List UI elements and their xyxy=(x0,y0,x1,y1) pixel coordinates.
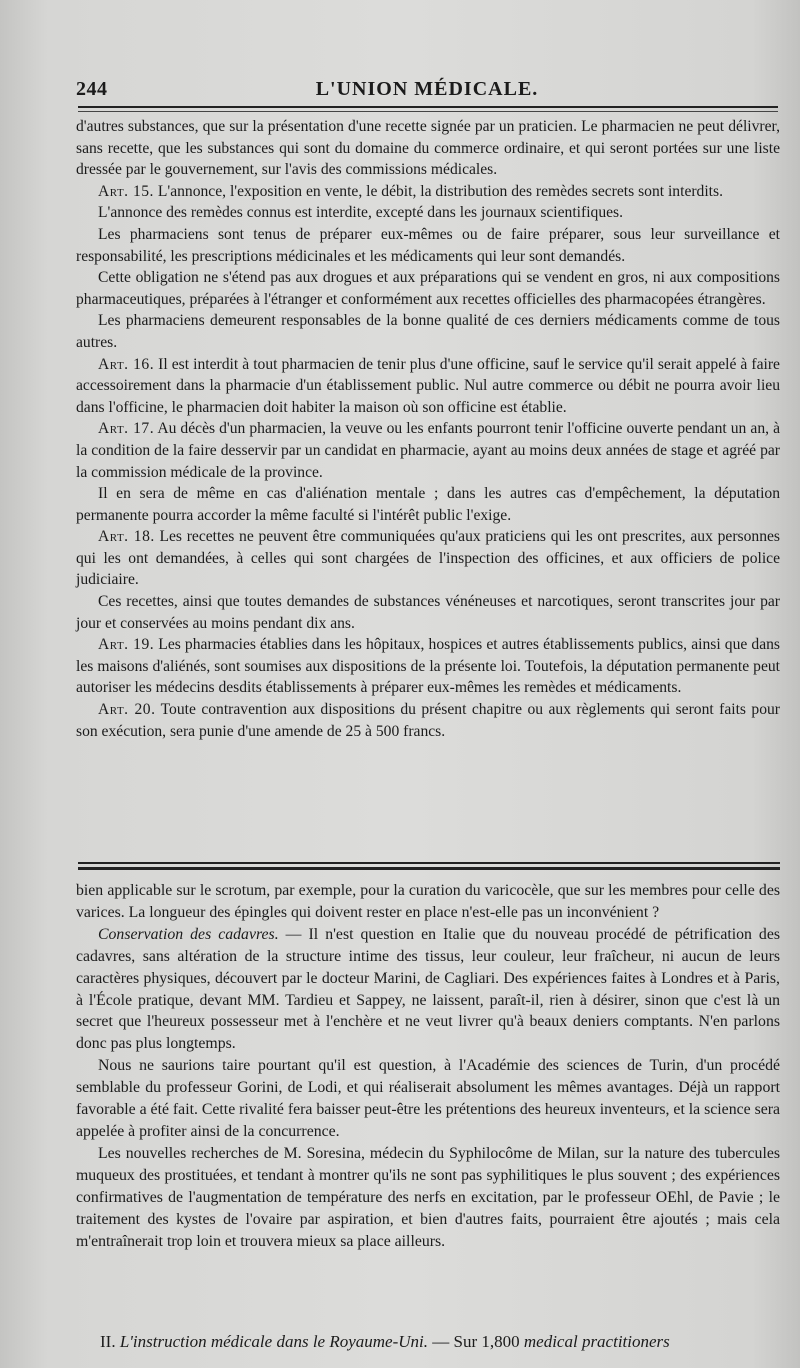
paragraph: d'autres substances, que sur la présentation d'une recette signée par un praticien. Le pharmacien ne peut délivrer, sans recette, que les substances qui sont du domaine du commerce ordinaire, et qui seront portées sur une liste dressée par le gouvernement, sur l'avis des commissions médicales. xyxy=(76,118,780,179)
paragraph: Les nouvelles recherches de M. Soresina, médecin du Syphilocôme de Milan, sur la nature des tubercules muqueux des prostituées, et tendant à montrer qu'ils ne sont pas syphilitiques le plus souvent ; des expériences confirmatives de l'augmentation de température des nerfs en excitation, par le professeur OEhl, de Pavie ; le traitement des kystes de l'ovaire par aspiration, et bien d'autres faits, pourraient être ajoutés ; mais cela m'entraînerait trop loin et trouvera mieux sa place ailleurs. xyxy=(76,1144,780,1250)
section-lead: Conservation des cadavres. xyxy=(98,925,279,943)
page-header xyxy=(76,74,778,104)
article-label: Art. 16. xyxy=(98,355,155,373)
article-paragraph: Art. 19. Les pharmacies établies dans les hôpitaux, hospices et autres établissements publics, ainsi que dans les maisons d'aliénés, sont soumises aux dispositions de la présente loi. Toutefois, la députation permanente peut autoriser les médecins desdits établissements à préparer eux-mêmes les remèdes et médicaments. xyxy=(76,636,780,697)
section-text-tail: medical practitioners xyxy=(523,1332,670,1351)
article-label: Art. 20. xyxy=(98,701,156,719)
section-separator-thick xyxy=(78,867,780,870)
section-separator xyxy=(78,862,780,864)
paragraph: Cette obligation ne s'étend pas aux drogues et aux préparations qui se vendent en gros, ni aux compositions pharmaceutiques, préparées à l'étranger et conformément aux recettes officielles des pharmacopées étrangères. xyxy=(76,269,780,308)
footer-heading-line xyxy=(100,1330,780,1354)
paragraph: Conservation des cadavres. — Il n'est question en Italie que du nouveau procédé de pétrification des cadavres, sans altération de la structure intime des tissus, leur couleur, leur fraîcheur, ni aucun de leurs caractères physiques, découvert par le docteur Marini, de Cagliari. Des expériences faites à Londres et à Paris, à l'École pratique, devant MM. Tardieu et Sappey, ne laissent, paraît-il, rien à désirer, sinon que c'est là un secret que l'heureux possesseur met à l'enchère et ne veut livrer qu'à beaux deniers comptants. N'en parlons donc pas plus longtemps. xyxy=(76,925,780,1053)
running-title: L'UNION MÉDICALE. xyxy=(315,78,539,100)
article-label: Art. 15. xyxy=(98,182,154,200)
article-paragraph: Art. 16. Il est interdit à tout pharmacien de tenir plus d'une officine, sauf le service qu'il serait appelé à faire accessoirement dans la pharmacie d'un établissement public. Nul autre commerce ou débit ne pourra avoir lieu dans l'officine, le pharmacien doit habiter la maison où son officine est établie. xyxy=(76,355,780,416)
article-paragraph: Art. 18. Les recettes ne peuvent être communiquées qu'aux praticiens qui les ont prescrites, aux personnes qui les ont demandées, à celles qui sont chargées de l'inspection des officines, et aux officiers de police judiciaire. xyxy=(76,528,780,589)
law-text-column xyxy=(76,116,780,742)
section-heading: L'instruction médicale dans le Royaume-Uni. xyxy=(119,1332,428,1351)
header-rule-thin xyxy=(78,111,778,112)
paragraph: Il en sera de même en cas d'aliénation mentale ; dans les autres cas d'empêchement, la députation permanente pourra accorder la même faculté si l'intérêt public l'exige. xyxy=(76,485,780,524)
feuilleton-column xyxy=(76,880,780,1252)
paragraph: bien applicable sur le scrotum, par exemple, pour la curation du varicocèle, que sur les membres pour celle des varices. La longueur des épingles qui doivent rester en place n'est-elle pas un inconvénient ? xyxy=(76,882,780,921)
paragraph: Les pharmaciens sont tenus de préparer eux-mêmes ou de faire préparer, sous leur surveillance et responsabilité, les prescriptions médicinales et les médicaments qui leur sont demandés. xyxy=(76,225,780,265)
paragraph: Ces recettes, ainsi que toutes demandes de substances vénéneuses et narcotiques, seront transcrites jour par jour et conservées au moins pendant dix ans. xyxy=(76,593,780,632)
article-label: Art. 18. xyxy=(98,528,155,546)
page-number: 244 xyxy=(76,78,108,100)
section-text: — Sur 1,800 xyxy=(428,1332,524,1351)
paragraph: Les pharmaciens demeurent responsables de la bonne qualité de ces derniers médicaments comme de tous autres. xyxy=(76,312,780,351)
article-label: Art. 19. xyxy=(98,636,155,654)
header-rule xyxy=(78,106,778,108)
article-paragraph: Art. 17. Au décès d'un pharmacien, la veuve ou les enfants pourront tenir l'officine ouverte pendant un an, à la condition de la faire desservir par un candidat en pharmacie, ayant au moins deux années de stage et agréé par la commission médicale de la province. xyxy=(76,420,781,481)
section-numeral: II. xyxy=(100,1332,116,1351)
article-paragraph: Art. 20. Toute contravention aux dispositions du présent chapitre ou aux règlements qui seront faits pour son exécution, sera punie d'une amende de 25 à 500 francs. xyxy=(76,701,780,740)
paragraph: L'annonce des remèdes connus est interdite, excepté dans les journaux scientifiques. xyxy=(98,204,624,222)
paragraph: Nous ne saurions taire pourtant qu'il est question, à l'Académie des sciences de Turin, d'un procédé semblable du professeur Gorini, de Lodi, et qui réaliserait absolument les mêmes avantages. Déjà un rapport favorable a été fait. Cette rivalité fera baisser peut-être les prétentions des heureux inventeurs, et la science sera appelée à profiter ainsi de la concurrence. xyxy=(76,1057,780,1140)
article-label: Art. 17. xyxy=(98,420,155,438)
article-paragraph: Art. 15. L'annonce, l'exposition en vente, le débit, la distribution des remèdes secrets sont interdits. xyxy=(98,182,723,200)
